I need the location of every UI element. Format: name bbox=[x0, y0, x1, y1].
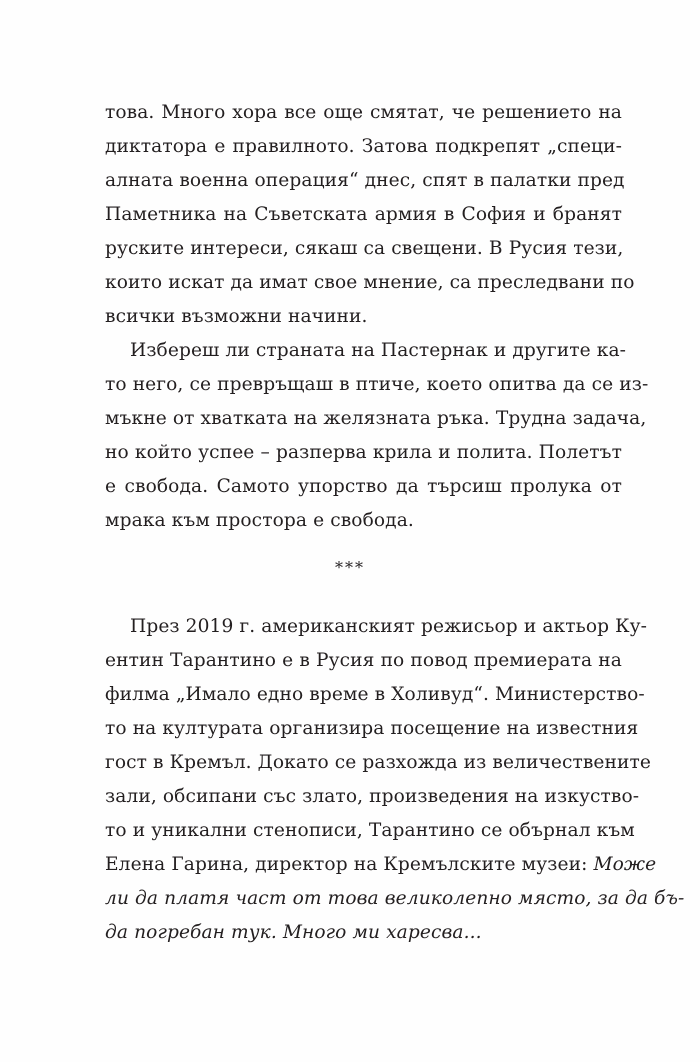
text-line: то него, се превръщаш в птиче, което опитва да се из- bbox=[105, 374, 649, 395]
section-separator: *** bbox=[335, 558, 365, 577]
text-line: През 2019 г. американският режисьор и актьор Ку- bbox=[130, 616, 648, 637]
text-plain: Елена Гарина, директор на Кремълските музеи: bbox=[105, 854, 594, 875]
text-line: мрака към простора е свобода. bbox=[105, 510, 414, 531]
text-line: руските интереси, сякаш са свещени. В Русия тези, bbox=[105, 238, 624, 259]
text-line: ентин Тарантино е в Русия по повод премиерата на bbox=[105, 650, 622, 671]
text-italic: Може bbox=[593, 854, 657, 875]
text-line-italic: да погребан тук. Много ми харесва... bbox=[105, 922, 482, 943]
text-line: то на културата организира посещение на известния bbox=[105, 718, 639, 739]
text-line bbox=[105, 848, 657, 882]
text-line: гост в Кремъл. Докато се разхожда из величествените bbox=[105, 752, 652, 773]
text-line: мъкне от хватката на желязната ръка. Трудна задача, bbox=[105, 408, 647, 429]
text-line: това. Много хора все още смятат, че решението на bbox=[105, 102, 622, 123]
text-line-italic: ли да платя част от това великолепно място, за да бъ- bbox=[105, 888, 685, 909]
text-line: е свобода. Самото упорство да търсиш пролука от bbox=[105, 476, 622, 497]
text-line: всички възможни начини. bbox=[105, 306, 368, 327]
text-line: то и уникални стенописи, Тарантино се обърнал към bbox=[105, 820, 635, 841]
text-line: филма „Имало едно време в Холивуд“. Министерство- bbox=[105, 684, 645, 705]
text-line: които искат да имат свое мнение, са преследвани по bbox=[105, 272, 635, 293]
text-line: диктатора е правилното. Затова подкрепят „специ- bbox=[105, 136, 622, 157]
text-line: Избереш ли страната на Пастернак и другите ка- bbox=[130, 340, 627, 361]
text-line: но който успее – разперва крила и полита. Полетът bbox=[105, 442, 622, 463]
text-line: Паметника на Съветската армия в София и бранят bbox=[105, 204, 622, 225]
text-line: зали, обсипани със злато, произведения на изкуство- bbox=[105, 786, 640, 807]
text-line: алната военна операция“ днес, спят в палатки пред bbox=[105, 170, 625, 191]
